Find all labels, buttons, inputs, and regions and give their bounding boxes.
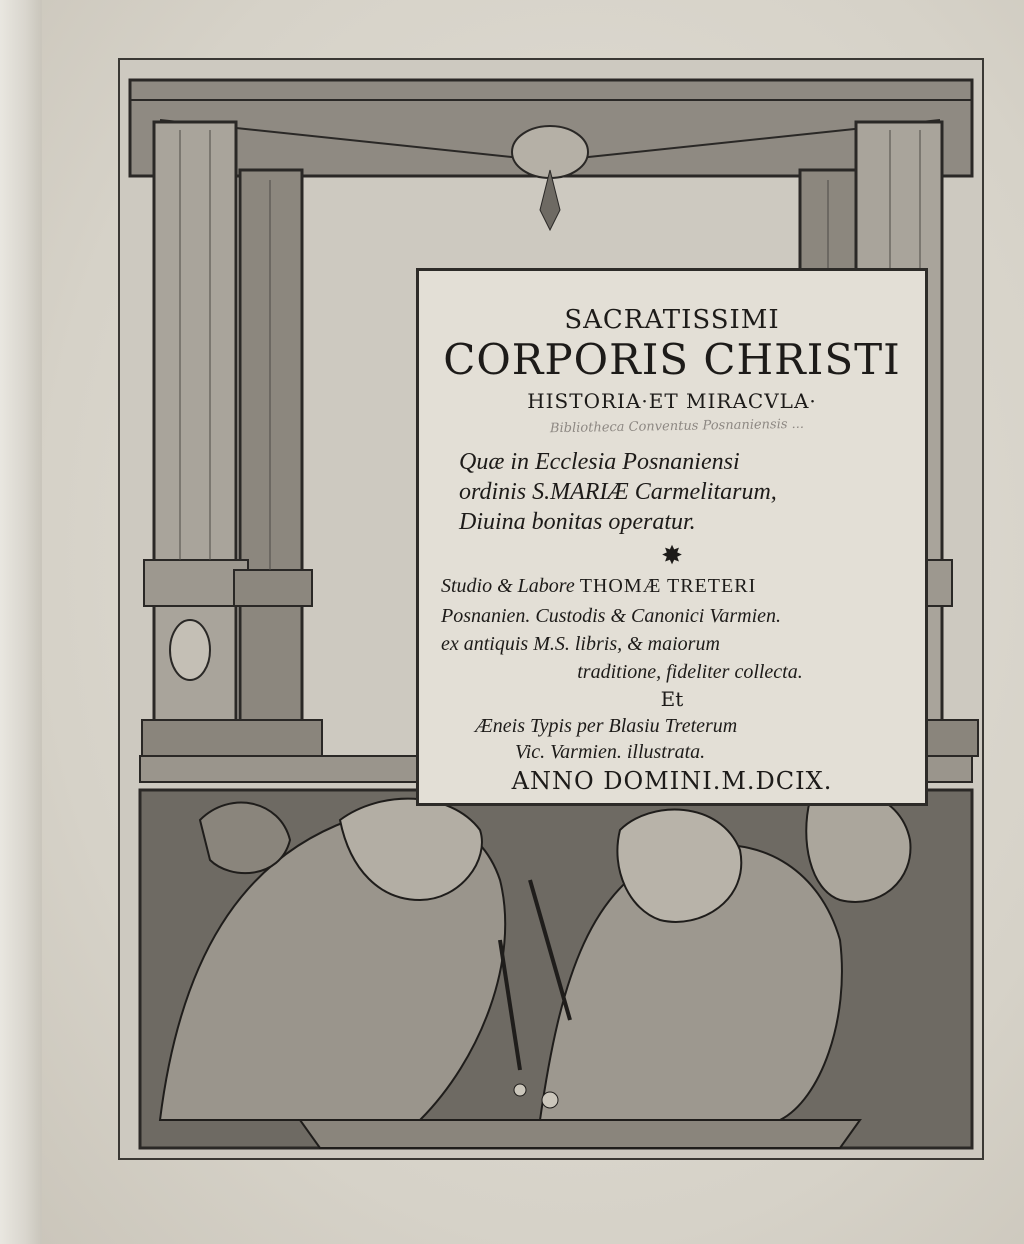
left-columns [142,122,322,756]
credit-line-1 [441,575,915,598]
title-cartouche [416,268,928,806]
scene-of-figures [140,790,972,1148]
title-line-3: HISTORIA·ET MIRACVLA· [527,389,817,413]
title-line-1: SACRATISSIMI [564,305,780,335]
credit-line-6: Vic. Varmien. illustrata. [515,741,706,763]
engraved-plate [118,58,984,1160]
studio-prefix: Studio & Labore [441,575,575,597]
body-line-2: ordinis S.MARIÆ Carmelitarum, [459,479,777,505]
et-line: Et [660,687,684,711]
manuscript-annotation: Bibliotheca Conventus Posnaniensis ... [549,416,805,437]
author-name: THOMÆ TRETERI [579,575,757,597]
credit-line-5: Æneis Typis per Blasiu Treterum [475,715,738,737]
title-line-2: CORPORIS CHRISTI [443,335,901,384]
book-binding-edge [0,0,42,1244]
mask-left [170,620,210,680]
publication-year: ANNO DOMINI.M.DCIX. [511,767,833,795]
credit-line-2: Posnanien. Custodis & Canonici Varmien. [441,605,781,627]
credit-line-4: traditione, fideliter collecta. [577,661,803,683]
body-line-3: Diuina bonitas operatur. [459,509,696,535]
star-ornament-icon: ✸ [661,541,683,571]
credit-line-3: ex antiquis M.S. libris, & maiorum [441,633,720,655]
body-line-1: Quæ in Ecclesia Posnaniensi [459,449,740,475]
